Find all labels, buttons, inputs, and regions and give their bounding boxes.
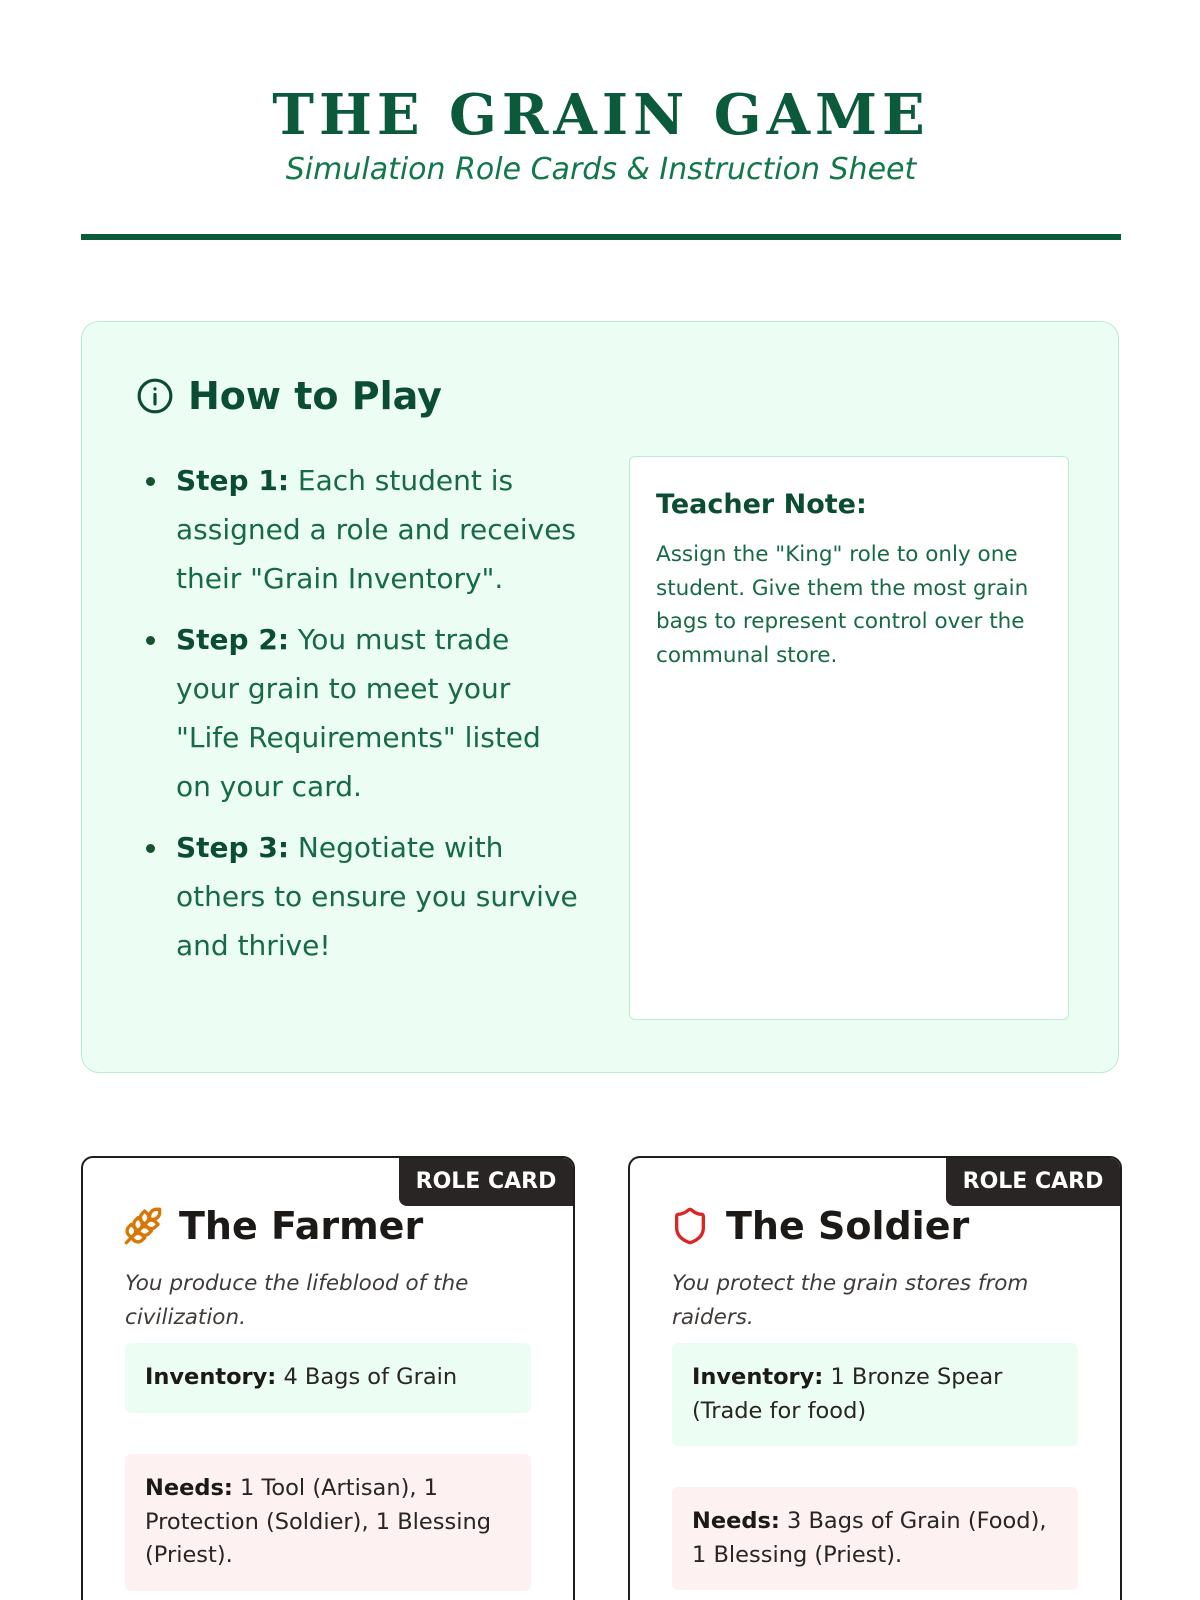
role-card-farmer (81, 1156, 575, 1600)
needs-label: Needs: (692, 1508, 780, 1534)
inventory-box (672, 1343, 1078, 1446)
wheat-icon (123, 1206, 163, 1246)
info-icon (136, 377, 174, 415)
step-item (140, 456, 580, 603)
teacher-note-title: Teacher Note: (656, 489, 867, 520)
inventory-value: 4 Bags of Grain (276, 1364, 458, 1390)
inventory-value: 1 Bronze Spear (Trade for food) (692, 1364, 1003, 1424)
role-card-heading (123, 1204, 423, 1248)
step-label: Step 3: (176, 831, 290, 864)
needs-box (672, 1487, 1078, 1590)
step-label: Step 2: (176, 623, 290, 656)
how-to-play-title: How to Play (188, 374, 442, 418)
teacher-note (629, 456, 1069, 1020)
step-text: You must trade your grain to meet your "Life Requirements" listed on your card. (176, 623, 541, 803)
role-card-badge: ROLE CARD (946, 1158, 1120, 1206)
role-card-soldier (628, 1156, 1122, 1600)
how-to-play-heading (136, 374, 442, 418)
how-to-play-panel (81, 321, 1119, 1073)
inventory-label: Inventory: (692, 1364, 824, 1390)
step-text: Each student is assigned a role and receives their "Grain Inventory". (176, 464, 577, 595)
role-card-heading (670, 1204, 969, 1248)
page-subtitle: Simulation Role Cards & Instruction Sheet (285, 152, 917, 187)
role-name: The Farmer (179, 1204, 424, 1248)
needs-label: Needs: (145, 1475, 233, 1501)
needs-box (125, 1454, 531, 1591)
step-item (140, 823, 580, 970)
inventory-box (125, 1343, 531, 1413)
page-title: THE GRAIN GAME (272, 82, 930, 148)
shield-icon (670, 1206, 710, 1246)
step-item (140, 615, 580, 811)
role-card-badge: ROLE CARD (399, 1158, 573, 1206)
role-name: The Soldier (726, 1204, 970, 1248)
needs-value: 1 Tool (Artisan), 1 Protection (Soldier), 1 Blessing (Priest). (145, 1475, 492, 1568)
needs-value: 3 Bags of Grain (Food), 1 Blessing (Priest). (692, 1508, 1047, 1568)
header-divider (81, 234, 1121, 240)
step-label: Step 1: (176, 464, 290, 497)
page-header (81, 80, 1121, 190)
inventory-label: Inventory: (145, 1364, 277, 1390)
role-description: You protect the grain stores from raiders. (672, 1271, 1029, 1330)
teacher-note-text: Assign the "King" role to only one student. Give them the most grain bags to represent control over the communal store. (656, 542, 1029, 668)
steps-list (140, 456, 580, 982)
role-description: You produce the lifeblood of the civilization. (125, 1271, 469, 1330)
step-text: Negotiate with others to ensure you survive and thrive! (176, 831, 578, 962)
